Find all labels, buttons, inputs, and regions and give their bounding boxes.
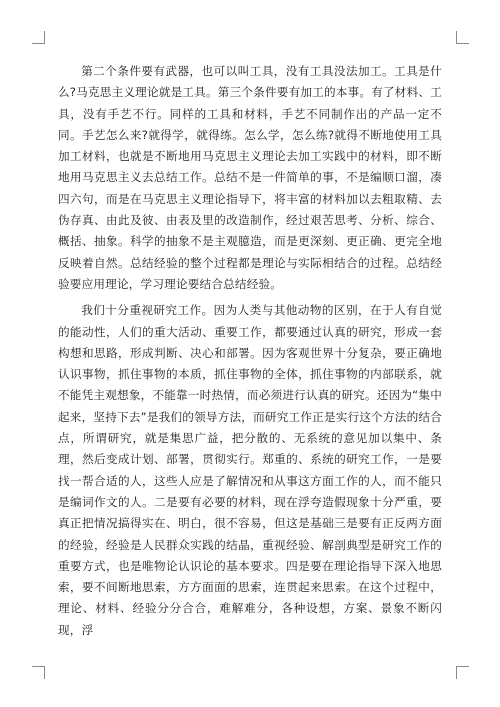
paragraph-tools-and-summary: 第二个条件要有武器，也可以叫工具，没有工具没法加工。工具是什么?马克思主义理论就是工具。第三个条件要有加工的本事。有了材料、工具，没有手艺不行。同样的工具和材料，手艺不同制作出的产品一定不同。手艺怎么来?就得学，就得练。怎么学，怎么练?就得不断地使用工具加工材料，也就是不断地用马克思主义理论去加工实践中的材料，即不断地用马克思主义去总结工作。总结不是一件简单的事，不是编顺口溜，凑四六句，而是在马克思主义理论指导下，将丰富的材料加以去粗取精、去伪存真、由此及彼、由表及里的改造制作，经过艰苦思考、分析、综合、概括、抽象。科学的抽象不是主观臆造，而是更深刻、更正确、更完全地反映着自然。总结经验的整个过程都是理论与实际相结合的过程。总结经验要应用理论，学习理论要结合总结经验。 [58,64,442,291]
crop-mark-top-right [456,31,469,44]
crop-mark-bottom-left [32,666,45,679]
paragraph-research-work: 我们十分重视研究工作。因为人类与其他动物的区别，在于人有自觉的能动性，人们的重大活动、重要工作，都要通过认真的研究，形成一套构想和思路，形成判断、决心和部署。因为客观世界十分复杂，要正确地认识事物，抓住事物的本质，抓住事物的全体，抓住事物的内部联系，就不能凭主观想象，不能靠一时热情，而必须进行认真的研究。还因为“集中起来，坚持下去”是我们的领导方法，而研究工作正是实行这个方法的结合点，所谓研究，就是集思广益，把分散的、无系统的意见加以集中、条理，然后变成计划、部署，贯彻实行。郑重的、系统的研究工作，一是要找一帮合适的人，这些人应是了解情况和从事这方面工作的人，而不能只是编词作文的人。二是要有必要的材料，现在浮夸造假现象十分严重，要真正把情况搞得实在、明白，很不容易，但这是基础三是要有正反两方面的经验，经验是人民群众实践的结晶，重视经验、解剖典型是研究工作的重要方式，也是唯物论认识论的基本要求。四是要在理论指导下深入地思索，要不间断地思索，方方面面的思索，连贯起来思索。在这个过程中，理论、材料、经验分分合合，难解难分，各种设想，方案、景象不断闪现，浮 [58,303,442,637]
document-body [58,61,442,691]
crop-mark-bottom-right [456,666,469,679]
crop-mark-top-left [32,31,45,44]
